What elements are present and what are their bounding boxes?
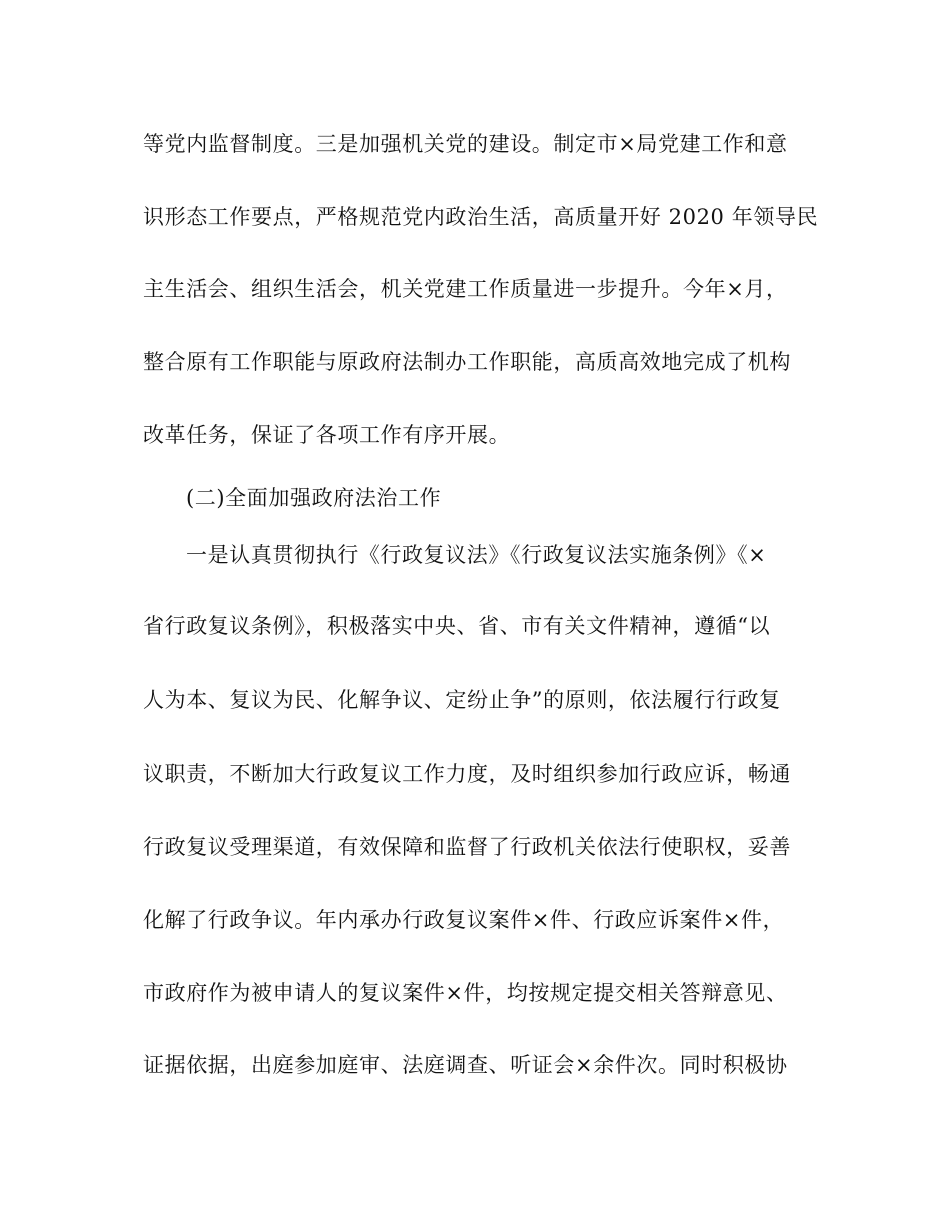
body-text-line: 一是认真贯彻执行《行政复议法》《行政复议法实施条例》《× bbox=[186, 543, 767, 567]
body-text-line: 改革任务，保证了各项工作有序开展。 bbox=[143, 423, 511, 447]
body-text-line: 行政复议受理渠道，有效保障和监督了行政机关依法行使职权，妥善 bbox=[143, 835, 791, 859]
body-text-line: 议职责，不断加大行政复议工作力度，及时组织参加行政应诉，畅通 bbox=[143, 762, 791, 786]
section-heading: (二)全面加强政府法治工作 bbox=[186, 486, 442, 510]
body-text-line: 主生活会、组织生活会，机关党建工作质量进一步提升。今年×月， bbox=[143, 277, 788, 301]
body-text-line: 市政府作为被申请人的复议案件×件，均按规定提交相关答辩意见、 bbox=[143, 981, 788, 1005]
body-text-line: 证据依据，出庭参加庭审、法庭调查、听证会×余件次。同时积极协 bbox=[143, 1053, 788, 1077]
body-text-line: 省行政复议条例》，积极落实中央、省、市有关文件精神，遵循“以 bbox=[143, 614, 771, 638]
body-text-line: 识形态工作要点，严格规范党内政治生活，高质量开好 2020 年领导民 bbox=[143, 205, 819, 229]
body-text-line: 整合原有工作职能与原政府法制办工作职能，高质高效地完成了机构 bbox=[143, 350, 791, 374]
body-text-line: 等党内监督制度。三是加强机关党的建设。制定市×局党建工作和意 bbox=[143, 132, 788, 156]
body-text-line: 化解了行政争议。年内承办行政复议案件×件、行政应诉案件×件， bbox=[143, 908, 785, 932]
body-text-line: 人为本、复议为民、化解争议、定纷止争”的原则，依法履行行政复 bbox=[143, 688, 781, 712]
